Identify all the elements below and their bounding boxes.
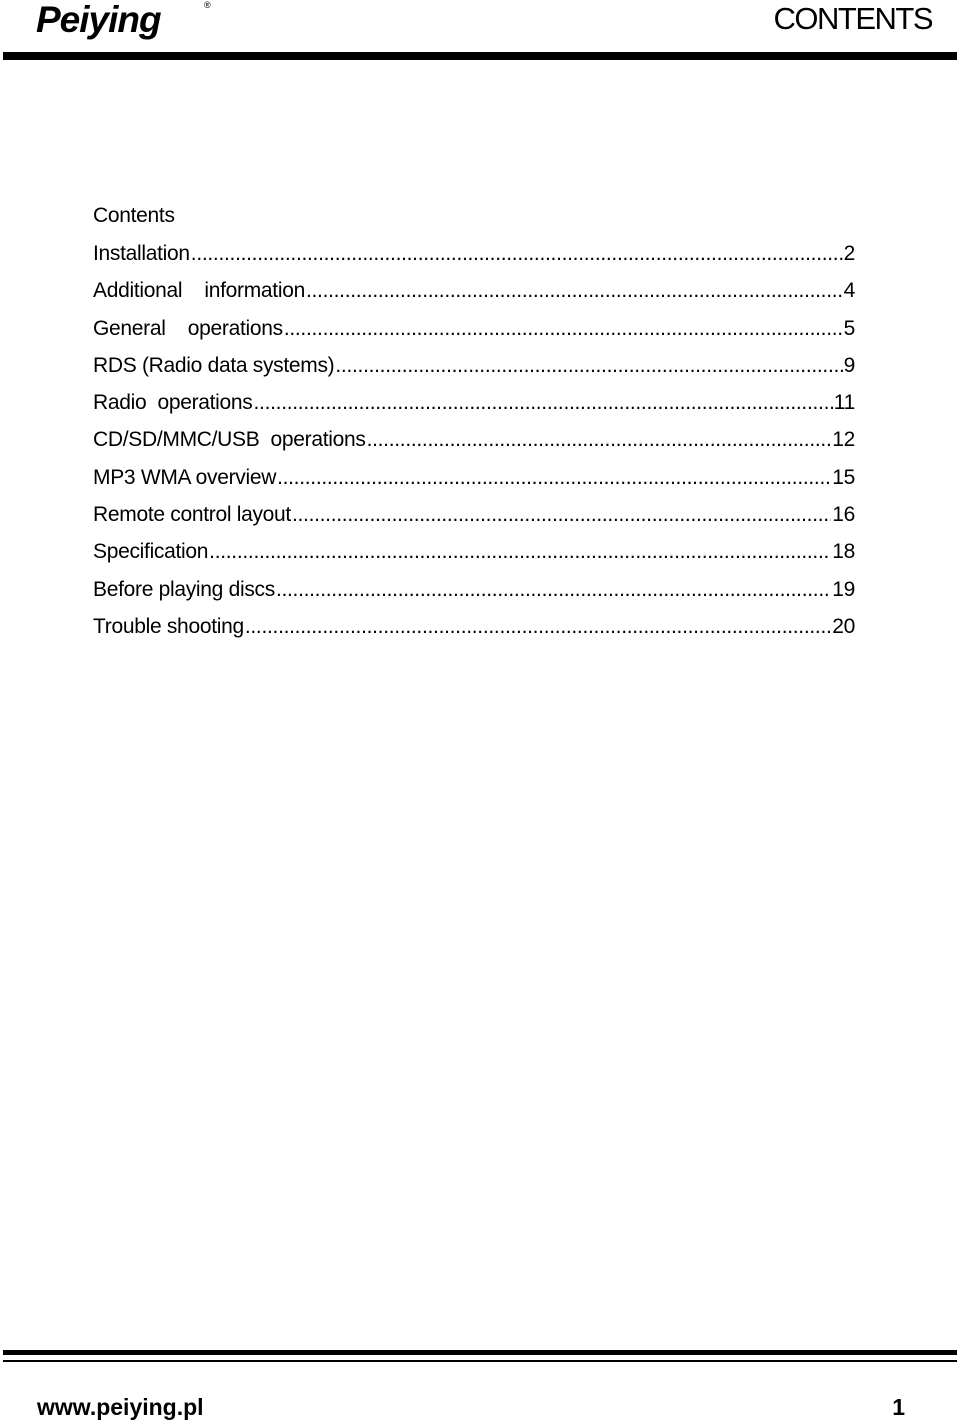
toc-entry-additional-information[interactable] <box>93 279 855 316</box>
toc-entry-page: 11 <box>833 391 855 415</box>
toc-entry-page: 20 <box>832 614 855 638</box>
toc-entry-page: 16 <box>832 503 855 527</box>
brand-logo: Peiying <box>36 0 161 40</box>
toc-entry-label: CD/SD/MMC/USB operations <box>93 428 366 452</box>
page-number: 1 <box>892 1394 905 1420</box>
toc-dot-leader <box>245 615 831 639</box>
toc-entry-page: 9 <box>843 353 855 377</box>
toc-dot-leader <box>254 391 833 415</box>
toc-entry-label: General operations <box>93 316 283 340</box>
footer-divider-thin <box>3 1360 957 1362</box>
toc-entry-page: 12 <box>832 428 855 452</box>
toc-entry-label: MP3 WMA overview <box>93 465 277 489</box>
toc-list <box>93 242 855 652</box>
toc-entry-specification[interactable] <box>93 540 855 577</box>
toc-entry-label: Specification <box>93 540 209 564</box>
toc-entry-before-playing-discs[interactable] <box>93 578 855 615</box>
toc-entry-remote-control-layout[interactable] <box>93 503 855 540</box>
toc-entry-trouble-shooting[interactable] <box>93 615 855 652</box>
toc-entry-rds[interactable] <box>93 354 855 391</box>
toc-dot-leader <box>306 279 843 303</box>
toc-entry-radio-operations[interactable] <box>93 391 855 428</box>
toc-entry-label: Additional information <box>93 279 305 303</box>
toc-dot-leader <box>191 242 843 266</box>
page-title: CONTENTS <box>773 1 932 36</box>
toc-dot-leader <box>209 540 831 564</box>
toc-entry-general-operations[interactable] <box>93 317 855 354</box>
toc-entry-label: Installation <box>93 242 190 265</box>
toc-dot-leader <box>335 354 842 378</box>
toc-dot-leader <box>284 317 843 341</box>
toc-entry-cd-sd-mmc-usb-operations[interactable] <box>93 428 855 465</box>
toc-heading: Contents <box>93 204 175 227</box>
toc-entry-page: 5 <box>843 316 855 340</box>
toc-entry-mp3-wma-overview[interactable] <box>93 466 855 503</box>
toc-dot-leader <box>367 428 832 452</box>
registered-mark: ® <box>204 0 211 10</box>
toc-entry-page: 15 <box>832 465 855 489</box>
toc-entry-page: 19 <box>832 577 855 601</box>
toc-entry-label: Trouble shooting <box>93 614 244 638</box>
toc-entry-page: 2 <box>843 242 855 265</box>
toc-entry-label: RDS (Radio data systems) <box>93 353 335 377</box>
table-of-contents <box>93 202 855 652</box>
footer-website-url: www.peiying.pl <box>37 1394 204 1420</box>
toc-entry-label: Before playing discs <box>93 577 275 601</box>
toc-entry-label: Radio operations <box>93 391 253 415</box>
toc-entry-page: 18 <box>832 540 855 564</box>
toc-entry-label: Remote control layout <box>93 503 291 527</box>
toc-entry-installation[interactable] <box>93 242 855 279</box>
footer-divider-thick <box>3 1350 957 1355</box>
toc-dot-leader <box>277 466 831 490</box>
page-header <box>0 0 960 64</box>
toc-dot-leader <box>276 578 831 602</box>
header-divider <box>3 52 957 60</box>
toc-dot-leader <box>292 503 831 527</box>
toc-entry-page: 4 <box>843 279 855 303</box>
